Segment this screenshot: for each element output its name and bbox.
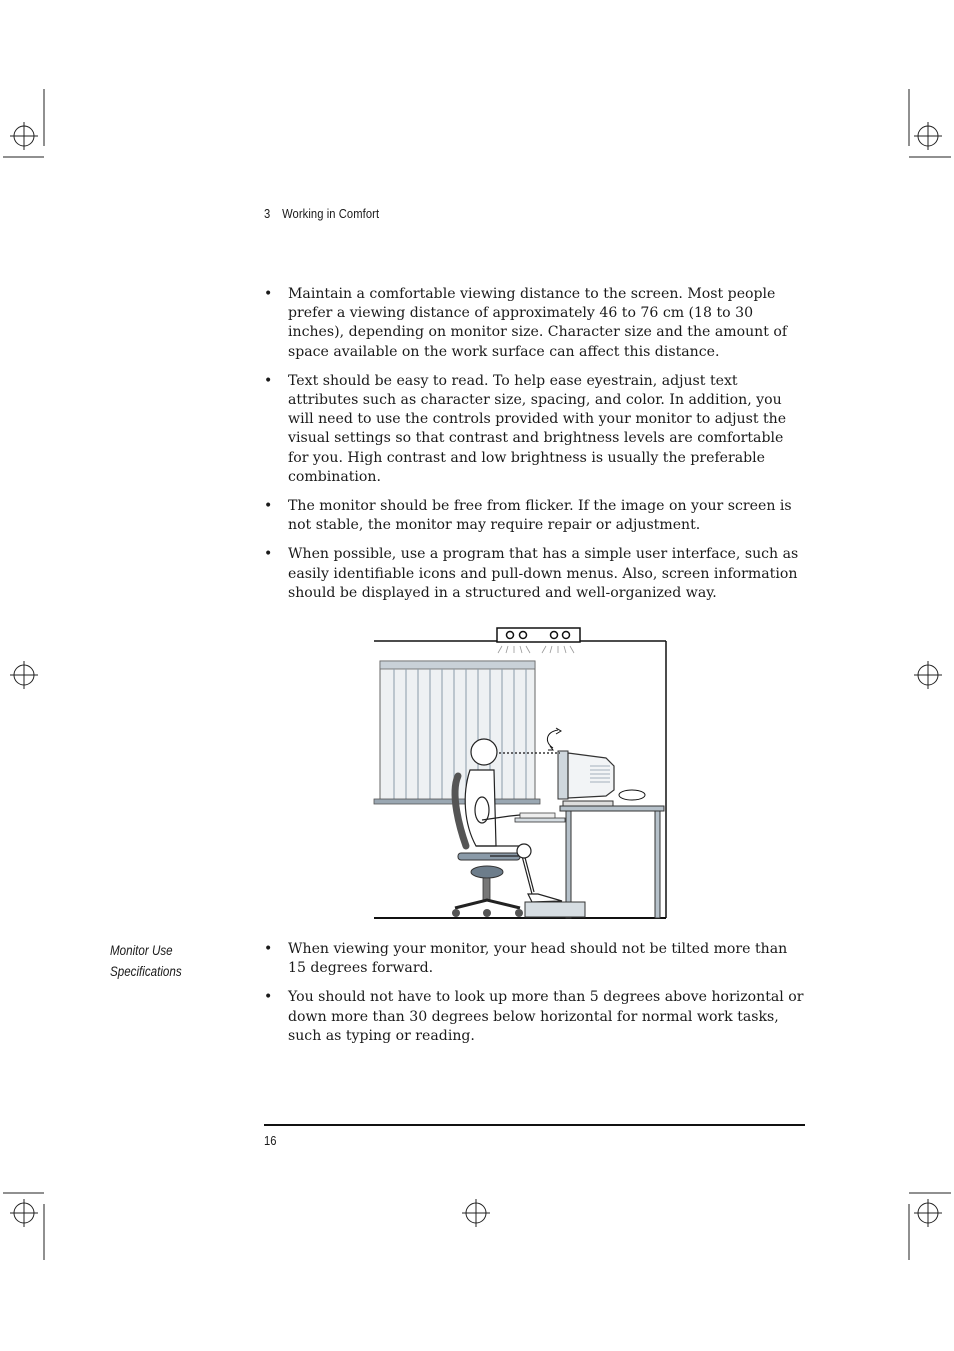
list-item	[264, 372, 804, 487]
list-item	[264, 940, 804, 978]
side-heading	[110, 940, 230, 982]
bullet-icon: •	[264, 498, 273, 515]
list-item-text: When viewing your monitor, your head should not be tilted more than 15 degrees forward.	[288, 941, 788, 977]
list-item	[264, 285, 804, 362]
running-header	[264, 206, 379, 221]
viewing-guidelines-list	[264, 285, 804, 613]
bullet-icon: •	[264, 286, 273, 302]
list-item-text: The monitor should be free from flicker. If the image on your screen is not stable, the monitor may require repair or adjustment.	[288, 498, 792, 534]
workstation-illustration	[370, 624, 670, 920]
list-item-text: When possible, use a program that has a simple user interface, such as easily identifiable icons and pull-down menus. Also, screen information should be displayed in a structured and well-organized way.	[288, 546, 799, 601]
side-heading-line: Monitor Use	[110, 943, 173, 958]
list-item-text: Text should be easy to read. To help ease eyestrain, adjust text attributes such as character size, spacing, and color. In addition, you will need to use the controls provided with your monitor to adjust the visual settings so that contrast and brightness levels are comfortable for you. High contrast and low brightness is usually the preferable combination.	[288, 372, 787, 485]
footer-rule	[264, 1124, 805, 1126]
bullet-icon: •	[264, 546, 273, 563]
list-item-text: You should not have to look up more than 5 degrees above horizontal or down more than 30 degrees below horizontal for normal work tasks, such as typing or reading.	[288, 989, 804, 1044]
chapter-number: 3	[264, 206, 271, 221]
monitor-specifications-list	[264, 940, 804, 1056]
bullet-icon: •	[264, 941, 273, 957]
list-item	[264, 497, 804, 535]
list-item-text: Maintain a comfortable viewing distance to the screen. Most people prefer a viewing distance of approximately 46 to 76 cm (18 to 30 inches), depending on monitor size. Character size and the amount of space available on the work surface can affect this distance.	[288, 286, 788, 360]
side-heading-line: Specifications	[110, 964, 182, 979]
bullet-icon: •	[264, 989, 273, 1006]
bullet-icon: •	[264, 372, 273, 389]
chapter-title: Working in Comfort	[282, 206, 380, 221]
list-item	[264, 545, 804, 603]
page-number: 16	[264, 1133, 277, 1148]
list-item	[264, 988, 804, 1046]
